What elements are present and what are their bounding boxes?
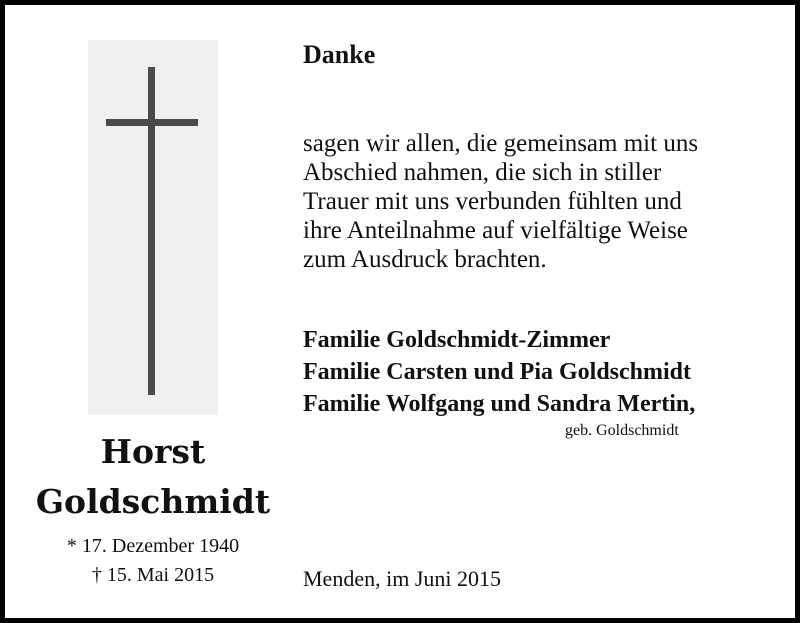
message-line: Trauer mit uns verbunden fühlten und <box>303 188 682 215</box>
family-name: Familie Goldschmidt-Zimmer <box>303 327 611 353</box>
thank-you-message <box>303 129 773 274</box>
deceased-first-name: Horst <box>100 432 206 471</box>
cross-vertical-beam <box>148 67 155 395</box>
family-signatures <box>303 324 783 420</box>
family-name: Familie Wolfgang und Sandra Mertin, <box>303 391 696 417</box>
cross-panel <box>88 40 218 415</box>
notice-heading: Danke <box>303 40 376 69</box>
message-line: sagen wir allen, die gemeinsam mit uns <box>303 130 699 157</box>
cross-horizontal-beam <box>106 119 198 126</box>
death-date: † 15. Mai 2015 <box>91 564 215 586</box>
message-line: Abschied nahmen, die sich in stiller <box>303 159 662 186</box>
place-and-date: Menden, im Juni 2015 <box>303 566 501 591</box>
message-line: zum Ausdruck brachten. <box>303 246 547 273</box>
family-name: Familie Carsten und Pia Goldschmidt <box>303 359 692 385</box>
nee-note: geb. Goldschmidt <box>565 422 679 439</box>
birth-date: * 17. Dezember 1940 <box>66 535 240 557</box>
message-line: ihre Anteilnahme auf vielfältige Weise <box>303 217 688 244</box>
deceased-last-name: Goldschmidt <box>35 482 271 521</box>
